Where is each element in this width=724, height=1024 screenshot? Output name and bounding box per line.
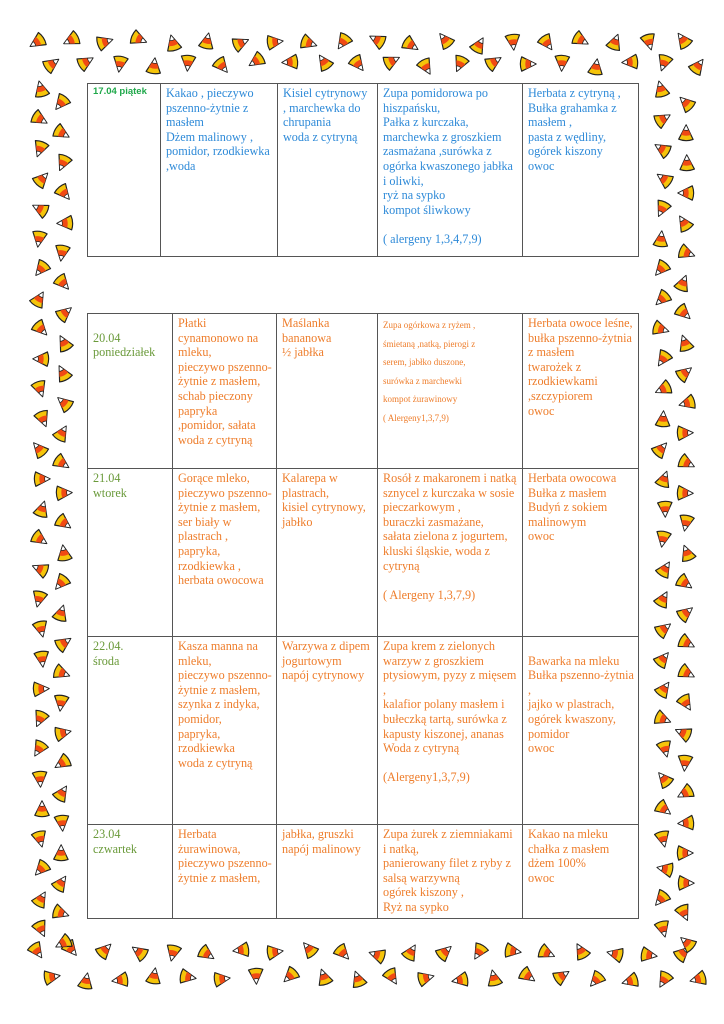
- candy-corn-icon: [334, 33, 352, 51]
- candy-corn-icon: [654, 710, 672, 728]
- candy-corn-icon: [653, 290, 671, 308]
- candy-corn-icon: [43, 968, 61, 986]
- candy-corn-icon: [32, 80, 50, 98]
- candy-corn-icon: [52, 844, 70, 862]
- candy-corn-icon: [677, 694, 695, 712]
- candy-corn-icon: [402, 36, 420, 54]
- candy-corn-icon: [52, 574, 70, 592]
- breakfast-cell: Gorące mleko, pieczywo pszenno-żytnie z masłem, ser biały w plastrach , papryka, rzodkiewka , herbata owocowa: [173, 469, 277, 637]
- lunch-cell: Zupa ogórkowa z ryżem , śmietaną ,natką, pierogi z serem, jabłko duszone, surówka z marchewki kompot żurawinowy ( Alergeny1,3,7,9): [378, 314, 523, 469]
- candy-corn-icon: [111, 971, 129, 989]
- candy-corn-icon: [675, 214, 693, 232]
- candy-corn-icon: [31, 140, 49, 158]
- candy-corn-icon: [470, 943, 488, 961]
- candy-corn-icon: [56, 304, 74, 322]
- candy-corn-icon: [55, 634, 73, 652]
- candy-corn-icon: [677, 514, 695, 532]
- candy-corn-icon: [368, 31, 386, 49]
- candy-corn-icon: [654, 380, 672, 398]
- candy-corn-icon: [54, 154, 72, 172]
- candy-corn-icon: [655, 170, 673, 188]
- candy-corn-icon: [451, 971, 469, 989]
- snack-cell: Warzywa z dipem jogurtowym napój cytrynowy: [277, 637, 378, 825]
- candy-corn-icon: [130, 30, 148, 48]
- candy-corn-icon: [504, 942, 522, 960]
- candy-corn-icon: [402, 943, 420, 961]
- candy-corn-icon: [677, 94, 695, 112]
- candy-corn-icon: [53, 424, 71, 442]
- candy-corn-icon: [678, 394, 696, 412]
- candy-corn-icon: [53, 454, 71, 472]
- candy-corn-icon: [54, 724, 72, 742]
- candy-corn-icon: [653, 140, 671, 158]
- candy-corn-icon: [652, 80, 670, 98]
- candy-corn-icon: [675, 904, 693, 922]
- candy-corn-icon: [656, 560, 674, 578]
- candy-corn-icon: [28, 33, 46, 51]
- candy-corn-icon: [485, 969, 503, 987]
- candy-corn-icon: [519, 55, 537, 73]
- table-row: [88, 84, 639, 257]
- candy-corn-icon: [55, 544, 73, 562]
- breakfast-cell: Herbata żurawinowa, pieczywo pszenno-żytnie z masłem,: [173, 825, 277, 919]
- candy-corn-icon: [678, 634, 696, 652]
- candy-corn-icon: [30, 440, 48, 458]
- candy-corn-icon: [31, 110, 49, 128]
- candy-corn-icon: [56, 214, 74, 232]
- candy-corn-icon: [655, 800, 673, 818]
- candy-corn-icon: [247, 52, 265, 70]
- candy-corn-icon: [572, 942, 590, 960]
- candy-corn-icon: [53, 754, 71, 772]
- candy-corn-icon: [32, 260, 50, 278]
- candy-corn-icon: [33, 650, 51, 668]
- candy-corn-icon: [52, 604, 70, 622]
- candy-corn-icon: [30, 230, 48, 248]
- candy-corn-icon: [654, 410, 672, 428]
- candy-corn-icon: [654, 920, 672, 938]
- lunch-cell: Zupa żurek z ziemniakami i natką, panierowany filet z ryby z salsą warzywną ogórek kiszony , Ryż na sypko: [378, 825, 523, 919]
- candy-corn-icon: [54, 274, 72, 292]
- candy-corn-icon: [52, 94, 70, 112]
- candy-corn-icon: [655, 680, 673, 698]
- candy-corn-icon: [417, 58, 435, 76]
- candy-corn-icon: [677, 604, 695, 622]
- candy-corn-icon: [485, 53, 503, 71]
- candy-corn-icon: [111, 55, 129, 73]
- candy-corn-icon: [198, 32, 216, 50]
- candy-corn-icon: [53, 124, 71, 142]
- candy-corn-icon: [32, 350, 50, 368]
- candy-corn-icon: [436, 31, 454, 49]
- candy-corn-icon: [653, 200, 671, 218]
- snack-cell: Kalarepa w plastrach, kisiel cytrynowy, jabłko: [277, 469, 378, 637]
- candy-corn-icon: [674, 31, 692, 49]
- table-row: [88, 825, 639, 919]
- table-row: [88, 469, 639, 637]
- candy-corn-icon: [654, 650, 672, 668]
- candy-corn-icon: [654, 530, 672, 548]
- candy-corn-icon: [674, 724, 692, 742]
- table-row: [88, 637, 639, 825]
- candy-corn-icon: [145, 967, 163, 985]
- candy-corn-icon: [232, 34, 250, 52]
- candy-corn-icon: [677, 124, 695, 142]
- lunch-cell: Zupa pomidorowa po hiszpańsku, Pałka z kurczaka, marchewka z groszkiem zasmażana ,surówka z ogórka kwaszonego jabłka i oliwki, ryż na sypko kompot śliwkowy ( alergeny 1,3,4,7,9): [378, 84, 523, 257]
- candy-corn-icon: [33, 500, 51, 518]
- candy-corn-icon: [53, 244, 71, 262]
- candy-corn-icon: [689, 57, 707, 75]
- candy-corn-icon: [451, 55, 469, 73]
- snack-cell: jabłka, gruszki napój malinowy: [277, 825, 378, 919]
- candy-corn-icon: [30, 290, 48, 308]
- candy-corn-icon: [676, 424, 694, 442]
- candy-corn-icon: [145, 57, 163, 75]
- candy-corn-icon: [32, 860, 50, 878]
- candy-corn-icon: [55, 334, 73, 352]
- tea-cell: Bawarka na mleku Bułka pszenno-żytnia , jajko w plastrach, ogórek kwaszony, pomidor owoc: [523, 637, 639, 825]
- candy-corn-icon: [436, 943, 454, 961]
- candy-corn-icon: [198, 945, 216, 963]
- candy-corn-icon: [164, 944, 182, 962]
- candy-corn-icon: [553, 54, 571, 72]
- candy-corn-icon: [53, 664, 71, 682]
- candy-corn-icon: [300, 34, 318, 52]
- breakfast-cell: Płatki cynamonowo na mleku, pieczywo pszenno-żytnie z masłem, schab pieczony papryka ,pomidor, sałata woda z cytryną: [173, 314, 277, 469]
- snack-cell: Kisiel cytrynowy , marchewka do chrupania woda z cytryną: [278, 84, 378, 257]
- candy-corn-icon: [678, 664, 696, 682]
- candy-corn-icon: [266, 33, 284, 51]
- candy-corn-icon: [349, 55, 367, 73]
- candy-corn-icon: [674, 274, 692, 292]
- candy-corn-icon: [213, 57, 231, 75]
- candy-corn-icon: [31, 710, 49, 728]
- candy-corn-icon: [538, 944, 556, 962]
- candy-corn-icon: [31, 830, 49, 848]
- candy-corn-icon: [678, 934, 696, 952]
- candy-corn-icon: [655, 971, 673, 989]
- candy-corn-icon: [55, 184, 73, 202]
- candy-corn-icon: [55, 394, 73, 412]
- candy-corn-icon: [32, 890, 50, 908]
- candy-corn-icon: [676, 784, 694, 802]
- candy-corn-icon: [52, 694, 70, 712]
- candy-corn-icon: [281, 53, 299, 71]
- candy-corn-icon: [621, 53, 639, 71]
- candy-corn-icon: [640, 33, 658, 51]
- candy-corn-icon: [96, 33, 114, 51]
- candy-corn-icon: [32, 620, 50, 638]
- day-cell: 22.04. środa: [88, 637, 173, 825]
- candy-corn-icon: [606, 945, 624, 963]
- candy-corn-icon: [656, 740, 674, 758]
- candy-corn-icon: [96, 941, 114, 959]
- candy-corn-icon: [164, 34, 182, 52]
- menu-table-friday: [87, 83, 639, 257]
- candy-corn-icon: [678, 454, 696, 472]
- candy-corn-icon: [587, 971, 605, 989]
- table-row: [88, 314, 639, 469]
- candy-corn-icon: [55, 484, 73, 502]
- candy-corn-icon: [654, 350, 672, 368]
- candy-corn-icon: [587, 58, 605, 76]
- candy-corn-icon: [232, 941, 250, 959]
- candy-corn-icon: [30, 590, 48, 608]
- candy-corn-icon: [640, 946, 658, 964]
- candy-corn-icon: [300, 940, 318, 958]
- candy-corn-icon: [33, 800, 51, 818]
- candy-corn-icon: [689, 970, 707, 988]
- candy-corn-icon: [538, 34, 556, 52]
- candy-corn-icon: [656, 860, 674, 878]
- candy-corn-icon: [655, 470, 673, 488]
- candy-corn-icon: [676, 754, 694, 772]
- candy-corn-icon: [675, 304, 693, 322]
- candy-corn-icon: [652, 260, 670, 278]
- candy-corn-icon: [504, 33, 522, 51]
- candy-corn-icon: [247, 967, 265, 985]
- lunch-cell: Zupa krem z zielonych warzyw z groszkiem ptysiowym, pyzy z mięsem , kalafior polany masłem i bułeczką tartą, surówka z kapusty kiszonej, ananas Woda z cytryną (Alergeny1,3,7,9): [378, 637, 523, 825]
- candy-corn-icon: [349, 970, 367, 988]
- candy-corn-icon: [677, 814, 695, 832]
- tea-cell: Kakao na mleku chałka z masłem dżem 100% owoc: [523, 825, 639, 919]
- lunch-cell: Rosół z makaronem i natką sznycel z kurczaka w sosie pieczarkowym , buraczki zasmażane, sałata zielona z jogurtem, kluski śląskie, woda z cytryną ( Alergeny 1,3,7,9): [378, 469, 523, 637]
- candy-corn-icon: [62, 31, 80, 49]
- candy-corn-icon: [654, 830, 672, 848]
- candy-corn-icon: [417, 969, 435, 987]
- candy-corn-icon: [53, 814, 71, 832]
- candy-corn-icon: [368, 946, 386, 964]
- candy-corn-icon: [179, 968, 197, 986]
- candy-corn-icon: [678, 154, 696, 172]
- menu-table-week: [87, 313, 639, 919]
- candy-corn-icon: [32, 920, 50, 938]
- day-cell: 23.04 czwartek: [88, 825, 173, 919]
- candy-corn-icon: [43, 55, 61, 73]
- candy-corn-icon: [32, 320, 50, 338]
- candy-corn-icon: [652, 440, 670, 458]
- candy-corn-icon: [652, 320, 670, 338]
- candy-corn-icon: [676, 484, 694, 502]
- candy-corn-icon: [266, 943, 284, 961]
- candy-corn-icon: [52, 904, 70, 922]
- candy-corn-icon: [77, 972, 95, 990]
- candy-corn-icon: [34, 410, 52, 428]
- candy-corn-icon: [54, 934, 72, 952]
- candy-corn-icon: [652, 230, 670, 248]
- candy-corn-icon: [31, 530, 49, 548]
- candy-corn-icon: [655, 620, 673, 638]
- candy-corn-icon: [213, 970, 231, 988]
- candy-corn-icon: [28, 942, 46, 960]
- candy-corn-icon: [519, 967, 537, 985]
- candy-corn-icon: [676, 334, 694, 352]
- candy-corn-icon: [130, 943, 148, 961]
- candy-corn-icon: [606, 33, 624, 51]
- candy-corn-icon: [678, 244, 696, 262]
- candy-corn-icon: [77, 53, 95, 71]
- candy-corn-icon: [572, 31, 590, 49]
- candy-corn-icon: [54, 364, 72, 382]
- candy-corn-icon: [31, 380, 49, 398]
- tea-cell: Herbata owocowa Bułka z masłem Budyń z sokiem malinowym owoc: [523, 469, 639, 637]
- day-cell: 21.04 wtorek: [88, 469, 173, 637]
- candy-corn-icon: [655, 770, 673, 788]
- candy-corn-icon: [334, 944, 352, 962]
- breakfast-cell: Kasza manna na mleku, pieczywo pszenno-żytnie z masłem, szynka z indyka, pomidor, papryka, rzodkiewka woda z cytryną: [173, 637, 277, 825]
- candy-corn-icon: [281, 967, 299, 985]
- day-cell: 17.04 piątek: [88, 84, 161, 257]
- candy-corn-icon: [553, 967, 571, 985]
- candy-corn-icon: [33, 170, 51, 188]
- breakfast-cell: Kakao , pieczywo pszenno-żytnie z masłem Dżem malinowy , pomidor, rzodkiewka ,woda: [161, 84, 278, 257]
- tea-cell: Herbata owoce leśne, bułka pszenno-żytnia z masłem twarożek z rzodkiewkami ,szczypiorem owoc: [523, 314, 639, 469]
- day-cell: 20.04 poniedziałek: [88, 314, 173, 469]
- candy-corn-icon: [677, 184, 695, 202]
- candy-corn-icon: [31, 560, 49, 578]
- snack-cell: Maślanka bananowa ½ jabłka: [277, 314, 378, 469]
- candy-corn-icon: [676, 574, 694, 592]
- candy-corn-icon: [655, 54, 673, 72]
- tea-cell: Herbata z cytryną , Bułka grahamka z masłem , pasta z wędliny, ogórek kiszony owoc: [523, 84, 639, 257]
- candy-corn-icon: [470, 36, 488, 54]
- candy-corn-icon: [677, 874, 695, 892]
- candy-corn-icon: [30, 740, 48, 758]
- candy-corn-icon: [383, 968, 401, 986]
- candy-corn-icon: [621, 972, 639, 990]
- candy-corn-icon: [31, 770, 49, 788]
- candy-corn-icon: [652, 890, 670, 908]
- candy-corn-icon: [656, 500, 674, 518]
- candy-corn-icon: [33, 470, 51, 488]
- candy-corn-icon: [315, 968, 333, 986]
- candy-corn-icon: [654, 590, 672, 608]
- candy-corn-icon: [53, 784, 71, 802]
- candy-corn-icon: [31, 200, 49, 218]
- candy-corn-icon: [179, 54, 197, 72]
- candy-corn-icon: [52, 874, 70, 892]
- candy-corn-icon: [676, 844, 694, 862]
- candy-corn-icon: [676, 364, 694, 382]
- candy-corn-icon: [32, 680, 50, 698]
- candy-corn-icon: [654, 110, 672, 128]
- candy-corn-icon: [315, 53, 333, 71]
- candy-corn-icon: [678, 544, 696, 562]
- candy-corn-icon: [383, 52, 401, 70]
- candy-corn-icon: [55, 514, 73, 532]
